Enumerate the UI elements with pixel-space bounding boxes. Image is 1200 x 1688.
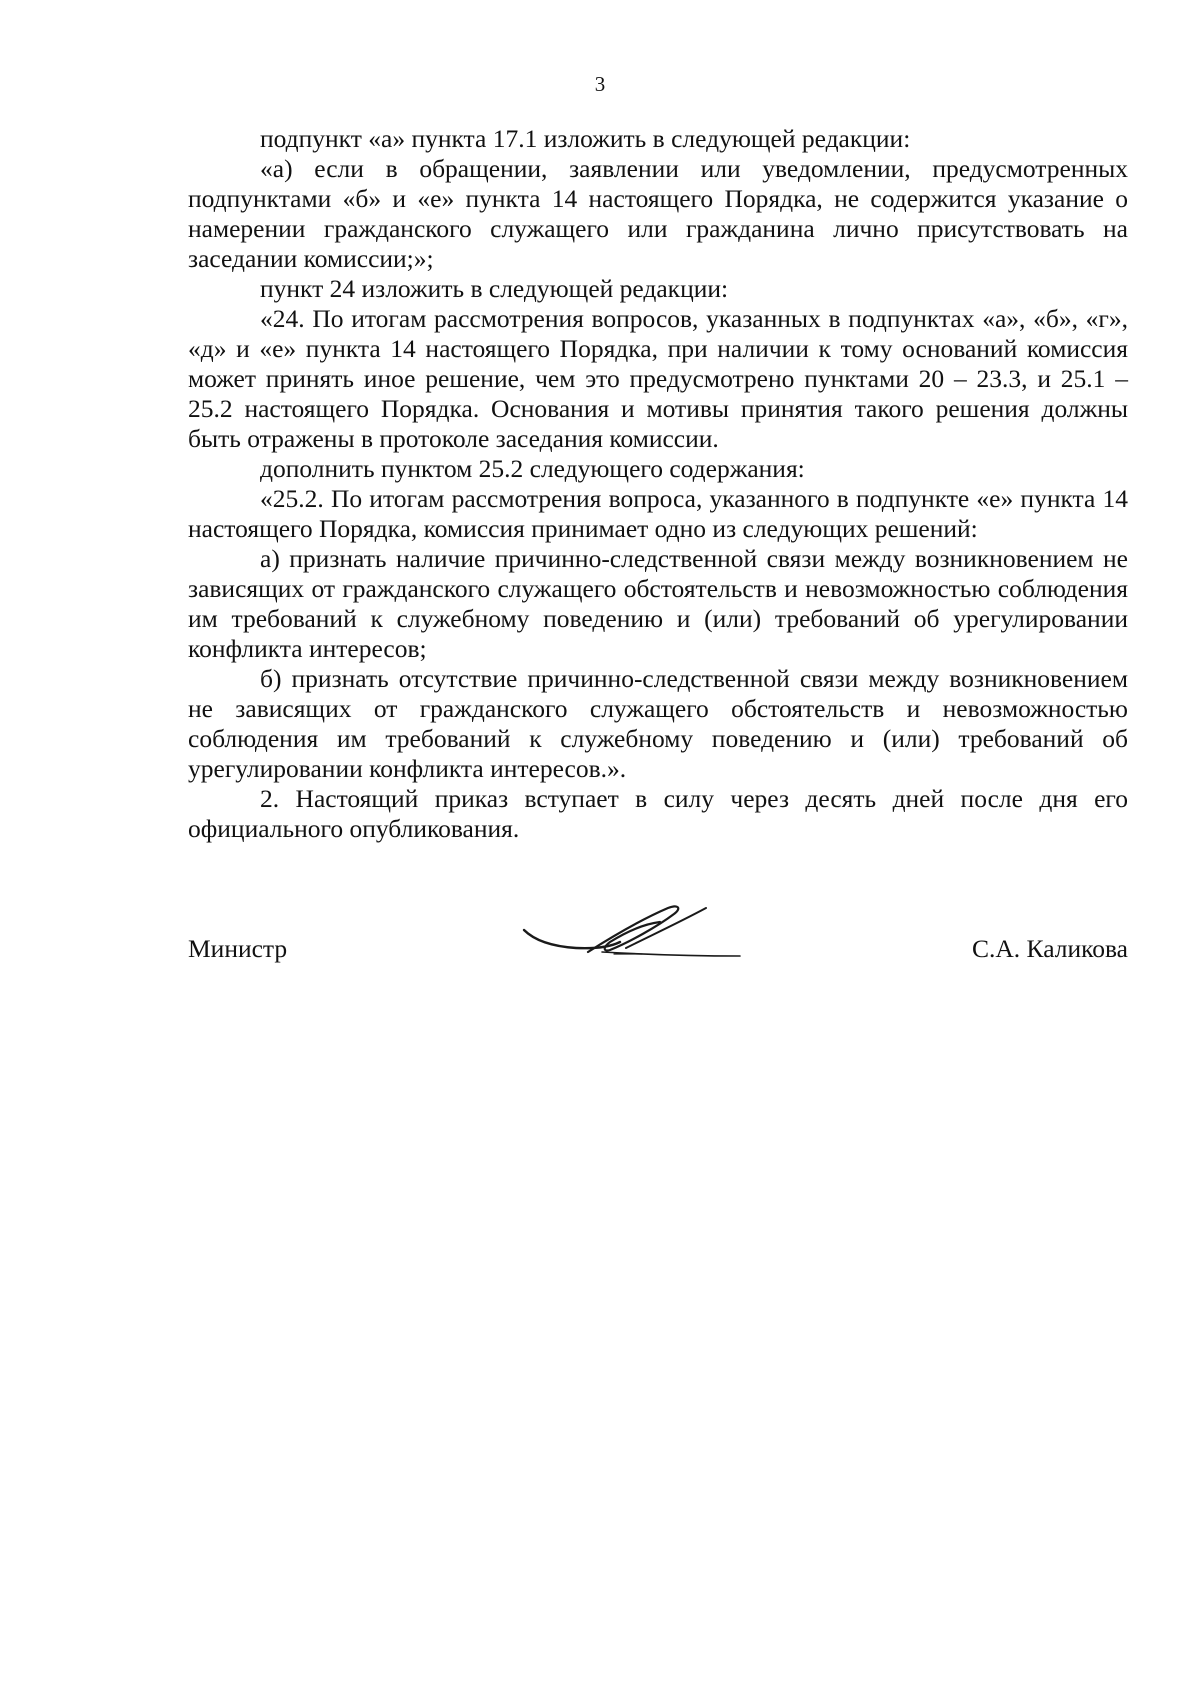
paragraph: пункт 24 изложить в следующей редакции: — [260, 274, 729, 303]
paragraph: б) признать отсутствие причинно-следственной связи между возникновением не зависящих от гражданского служащего обстоятельств и невозможностью соблюдения им требований к служебному поведению и (или) требований об урегулировании конфликта интересов.». — [188, 664, 1128, 783]
signer-title: Министр — [188, 934, 288, 963]
paragraph: «24. По итогам рассмотрения вопросов, указанных в подпунктах «а», «б», «г», «д» и «е» пункта 14 настоящего Порядка, при наличии к тому оснований комиссия может принять иное решение, чем это предусмотрено пунктами 20 – 23.3, и 25.1 – 25.2 настоящего Порядка. Основания и мотивы принятия такого решения должны быть отражены в протоколе заседания комиссии. — [188, 304, 1128, 453]
paragraph: «25.2. По итогам рассмотрения вопроса, указанного в подпункте «е» пункта 14 настоящего Порядка, комиссия принимает одно из следующих решений: — [188, 484, 1128, 543]
signer-name: С.А. Каликова — [971, 934, 1128, 963]
paragraph: подпункт «а» пункта 17.1 изложить в следующей редакции: — [260, 124, 911, 153]
paragraph: дополнить пунктом 25.2 следующего содержания: — [260, 454, 805, 483]
handwritten-signature — [518, 896, 748, 978]
paragraph: «а) если в обращении, заявлении или уведомлении, предусмотренных подпунктами «б» и «е» пункта 14 настоящего Порядка, не содержится указание о намерении гражданского служащего или гражданина лично присутствовать на заседании комиссии;»; — [188, 154, 1128, 273]
paragraph: 2. Настоящий приказ вступает в силу через десять дней после дня его официального опубликования. — [188, 784, 1128, 843]
document-body — [188, 124, 1128, 844]
signature-block — [188, 920, 1128, 990]
page-number: 3 — [594, 72, 606, 96]
paragraph: а) признать наличие причинно-следственной связи между возникновением не зависящих от гражданского служащего обстоятельств и невозможностью соблюдения им требований к служебному поведению и (или) требований об урегулировании конфликта интересов; — [188, 544, 1128, 663]
